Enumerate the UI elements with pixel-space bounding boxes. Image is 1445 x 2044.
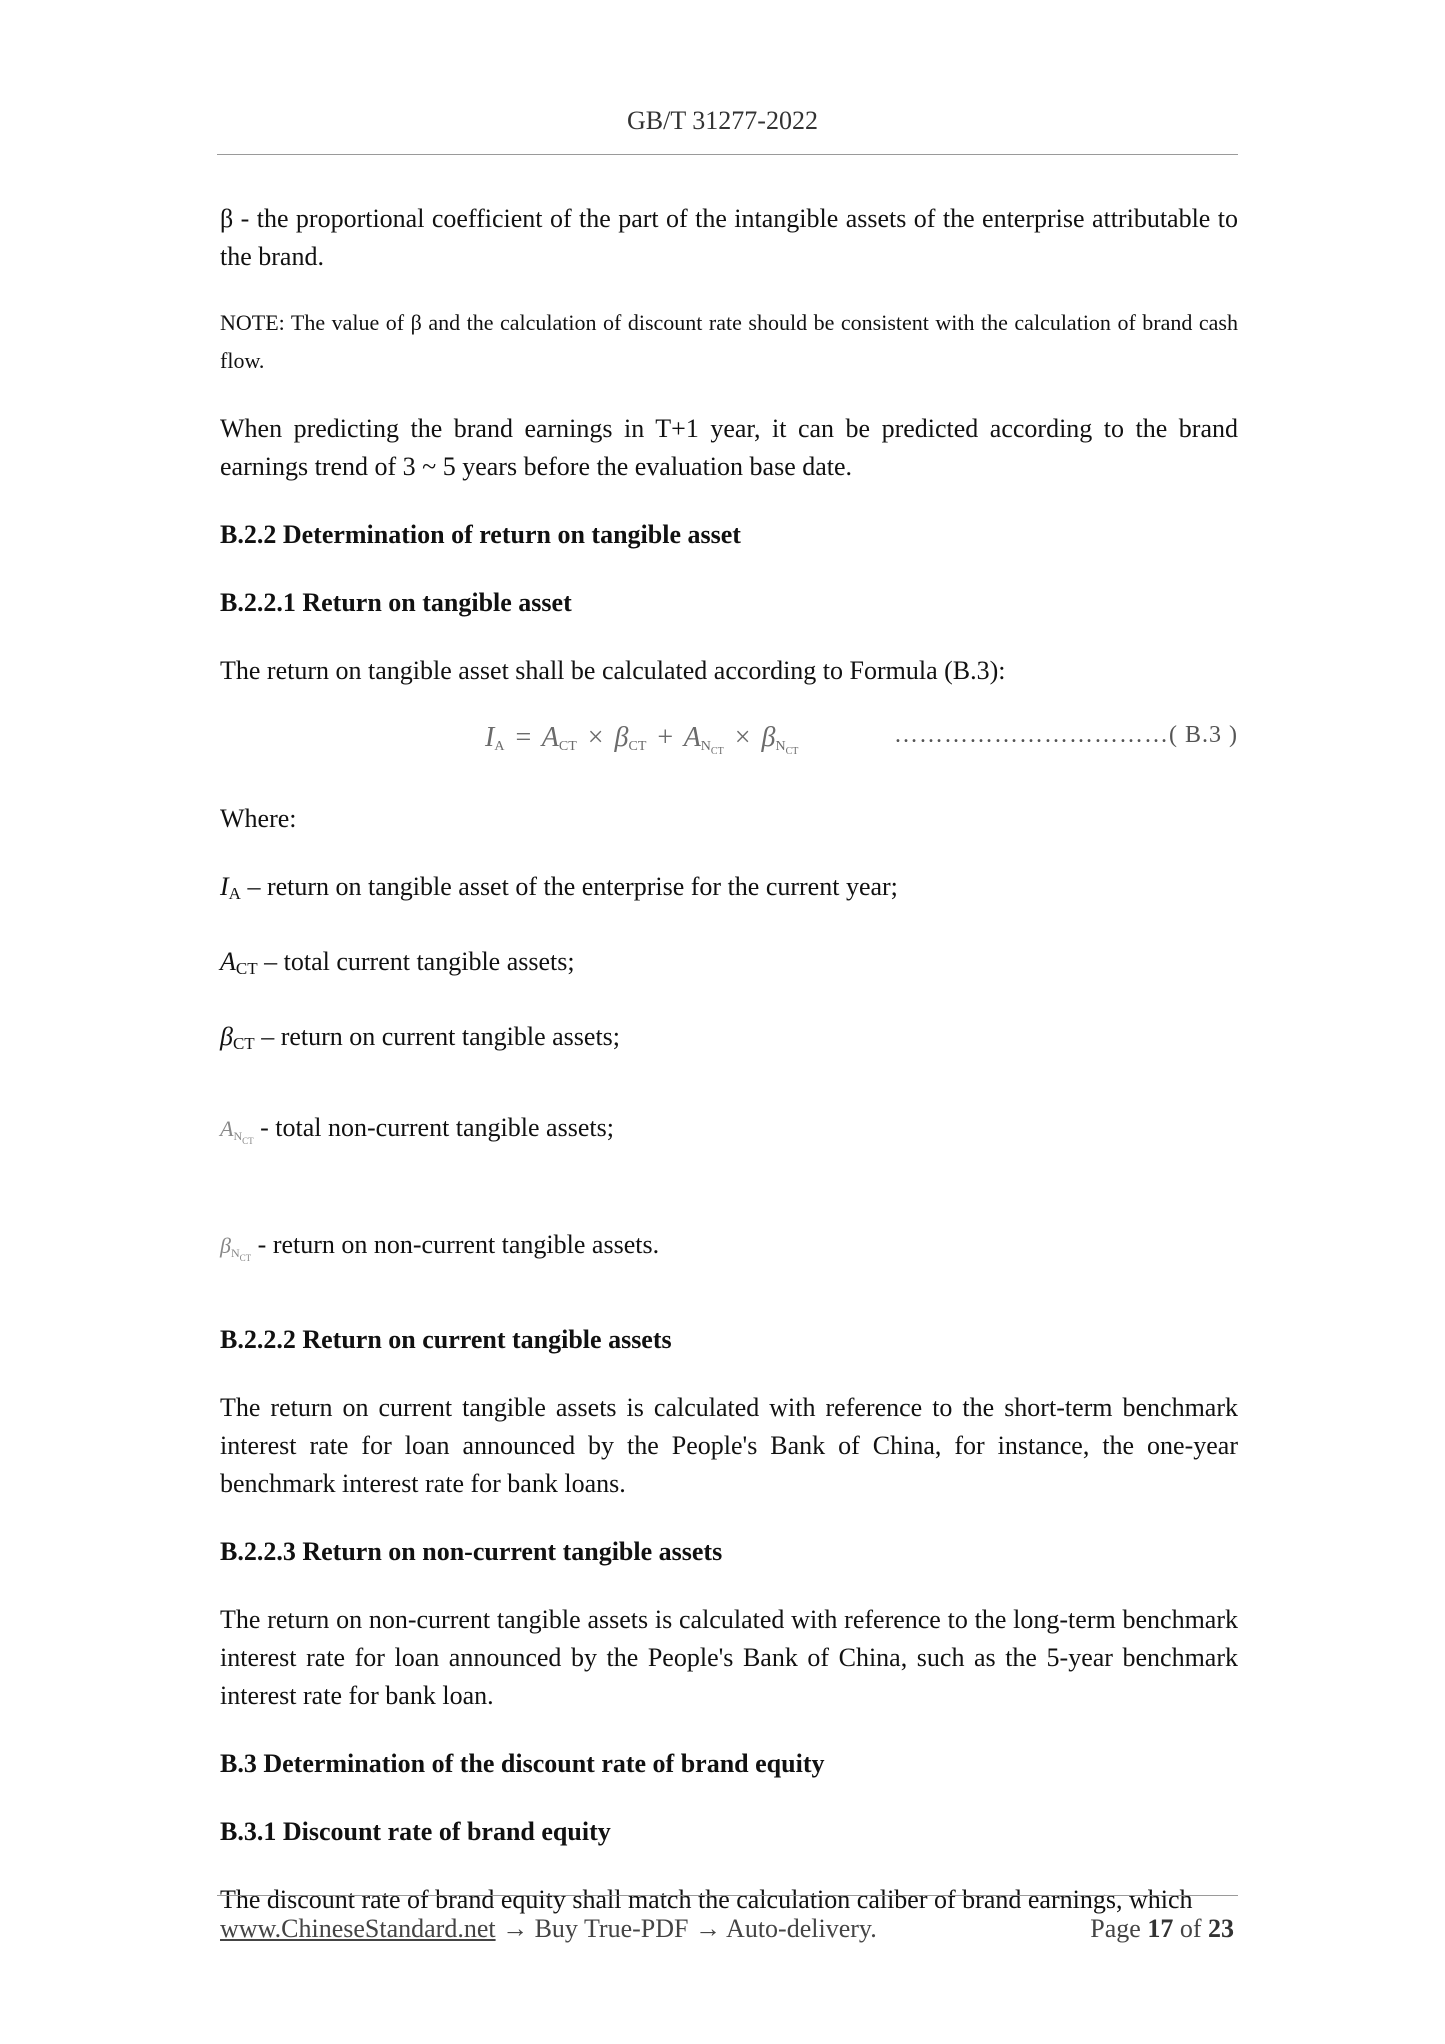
heading-b2222: B.2.2.2 Return on current tangible assets: [220, 1325, 672, 1354]
footer-divider: [217, 1895, 1238, 1896]
header-divider: [217, 154, 1238, 155]
definition-anct: $A_{N_{CT}}$ - total non-current tangible assets;: [220, 1113, 614, 1146]
heading-b31: B.3.1 Discount rate of brand equity: [220, 1817, 611, 1846]
prediction-paragraph: When predicting the brand earnings in T+1 year, it can be predicted according to the brand earnings trend of 3 ~ 5 years before the evaluation base date.: [220, 414, 1238, 481]
formula-b3: [220, 712, 1238, 772]
total-page-number: 23: [1208, 1914, 1234, 1943]
heading-b3: B.3 Determination of the discount rate of brand equity: [220, 1749, 825, 1778]
page-content: [220, 200, 1238, 1919]
definition-bnct: $\beta_{N_{CT}}$ - return on non-current tangible assets.: [220, 1230, 660, 1263]
heading-b2223: B.2.2.3 Return on non-current tangible assets: [220, 1537, 723, 1566]
heading-b222: B.2.2 Determination of return on tangible asset: [220, 520, 741, 549]
document-header-title: GB/T 31277-2022: [627, 106, 818, 135]
beta-definition: β - the proportional coefficient of the part of the intangible assets of the enterprise attributable to the brand.: [220, 204, 1238, 271]
definition-ia: $I_A$ – return on tangible asset of the enterprise for the current year;: [220, 872, 898, 903]
b31-paragraph: The discount rate of brand equity shall match the calculation caliber of brand earnings, which: [220, 1885, 1193, 1914]
page-counter: Page 17 of 23: [1090, 1914, 1234, 1943]
current-page-number: 17: [1147, 1914, 1174, 1943]
definition-act: $A_{CT}$ – total current tangible assets;: [220, 947, 575, 978]
heading-b2221: B.2.2.1 Return on tangible asset: [220, 588, 572, 617]
footer-promo: → Buy True-PDF → Auto-delivery.: [495, 1914, 877, 1943]
formula-number: ……………………………( B.3 ): [894, 722, 1238, 748]
b2222-paragraph: The return on current tangible assets is calculated with reference to the short-term benchmark interest rate for loan announced by the People's Bank of China, for instance, the one-year benchmark interest rate for bank loans.: [220, 1393, 1238, 1498]
definition-bct: $\beta_{CT}$ – return on current tangible assets;: [220, 1022, 621, 1053]
note-paragraph: NOTE: The value of β and the calculation of discount rate should be consistent with the calculation of brand cash flow.: [220, 310, 1238, 373]
formula-intro: The return on tangible asset shall be calculated according to Formula (B.3):: [220, 656, 1006, 685]
website-link[interactable]: www.ChineseStandard.net: [220, 1914, 496, 1943]
formula-expression: $I_A = A_{CT} \times \beta_{CT} + A_{N_{CT}} \times \beta_{N_{CT}}$: [485, 722, 799, 757]
where-label: Where:: [220, 804, 297, 833]
b2223-paragraph: The return on non-current tangible assets is calculated with reference to the long-term benchmark interest rate for loan announced by the People's Bank of China, such as the 5-year benchmark interest rate for bank loan.: [220, 1605, 1238, 1710]
page-footer: [220, 1914, 1234, 1944]
